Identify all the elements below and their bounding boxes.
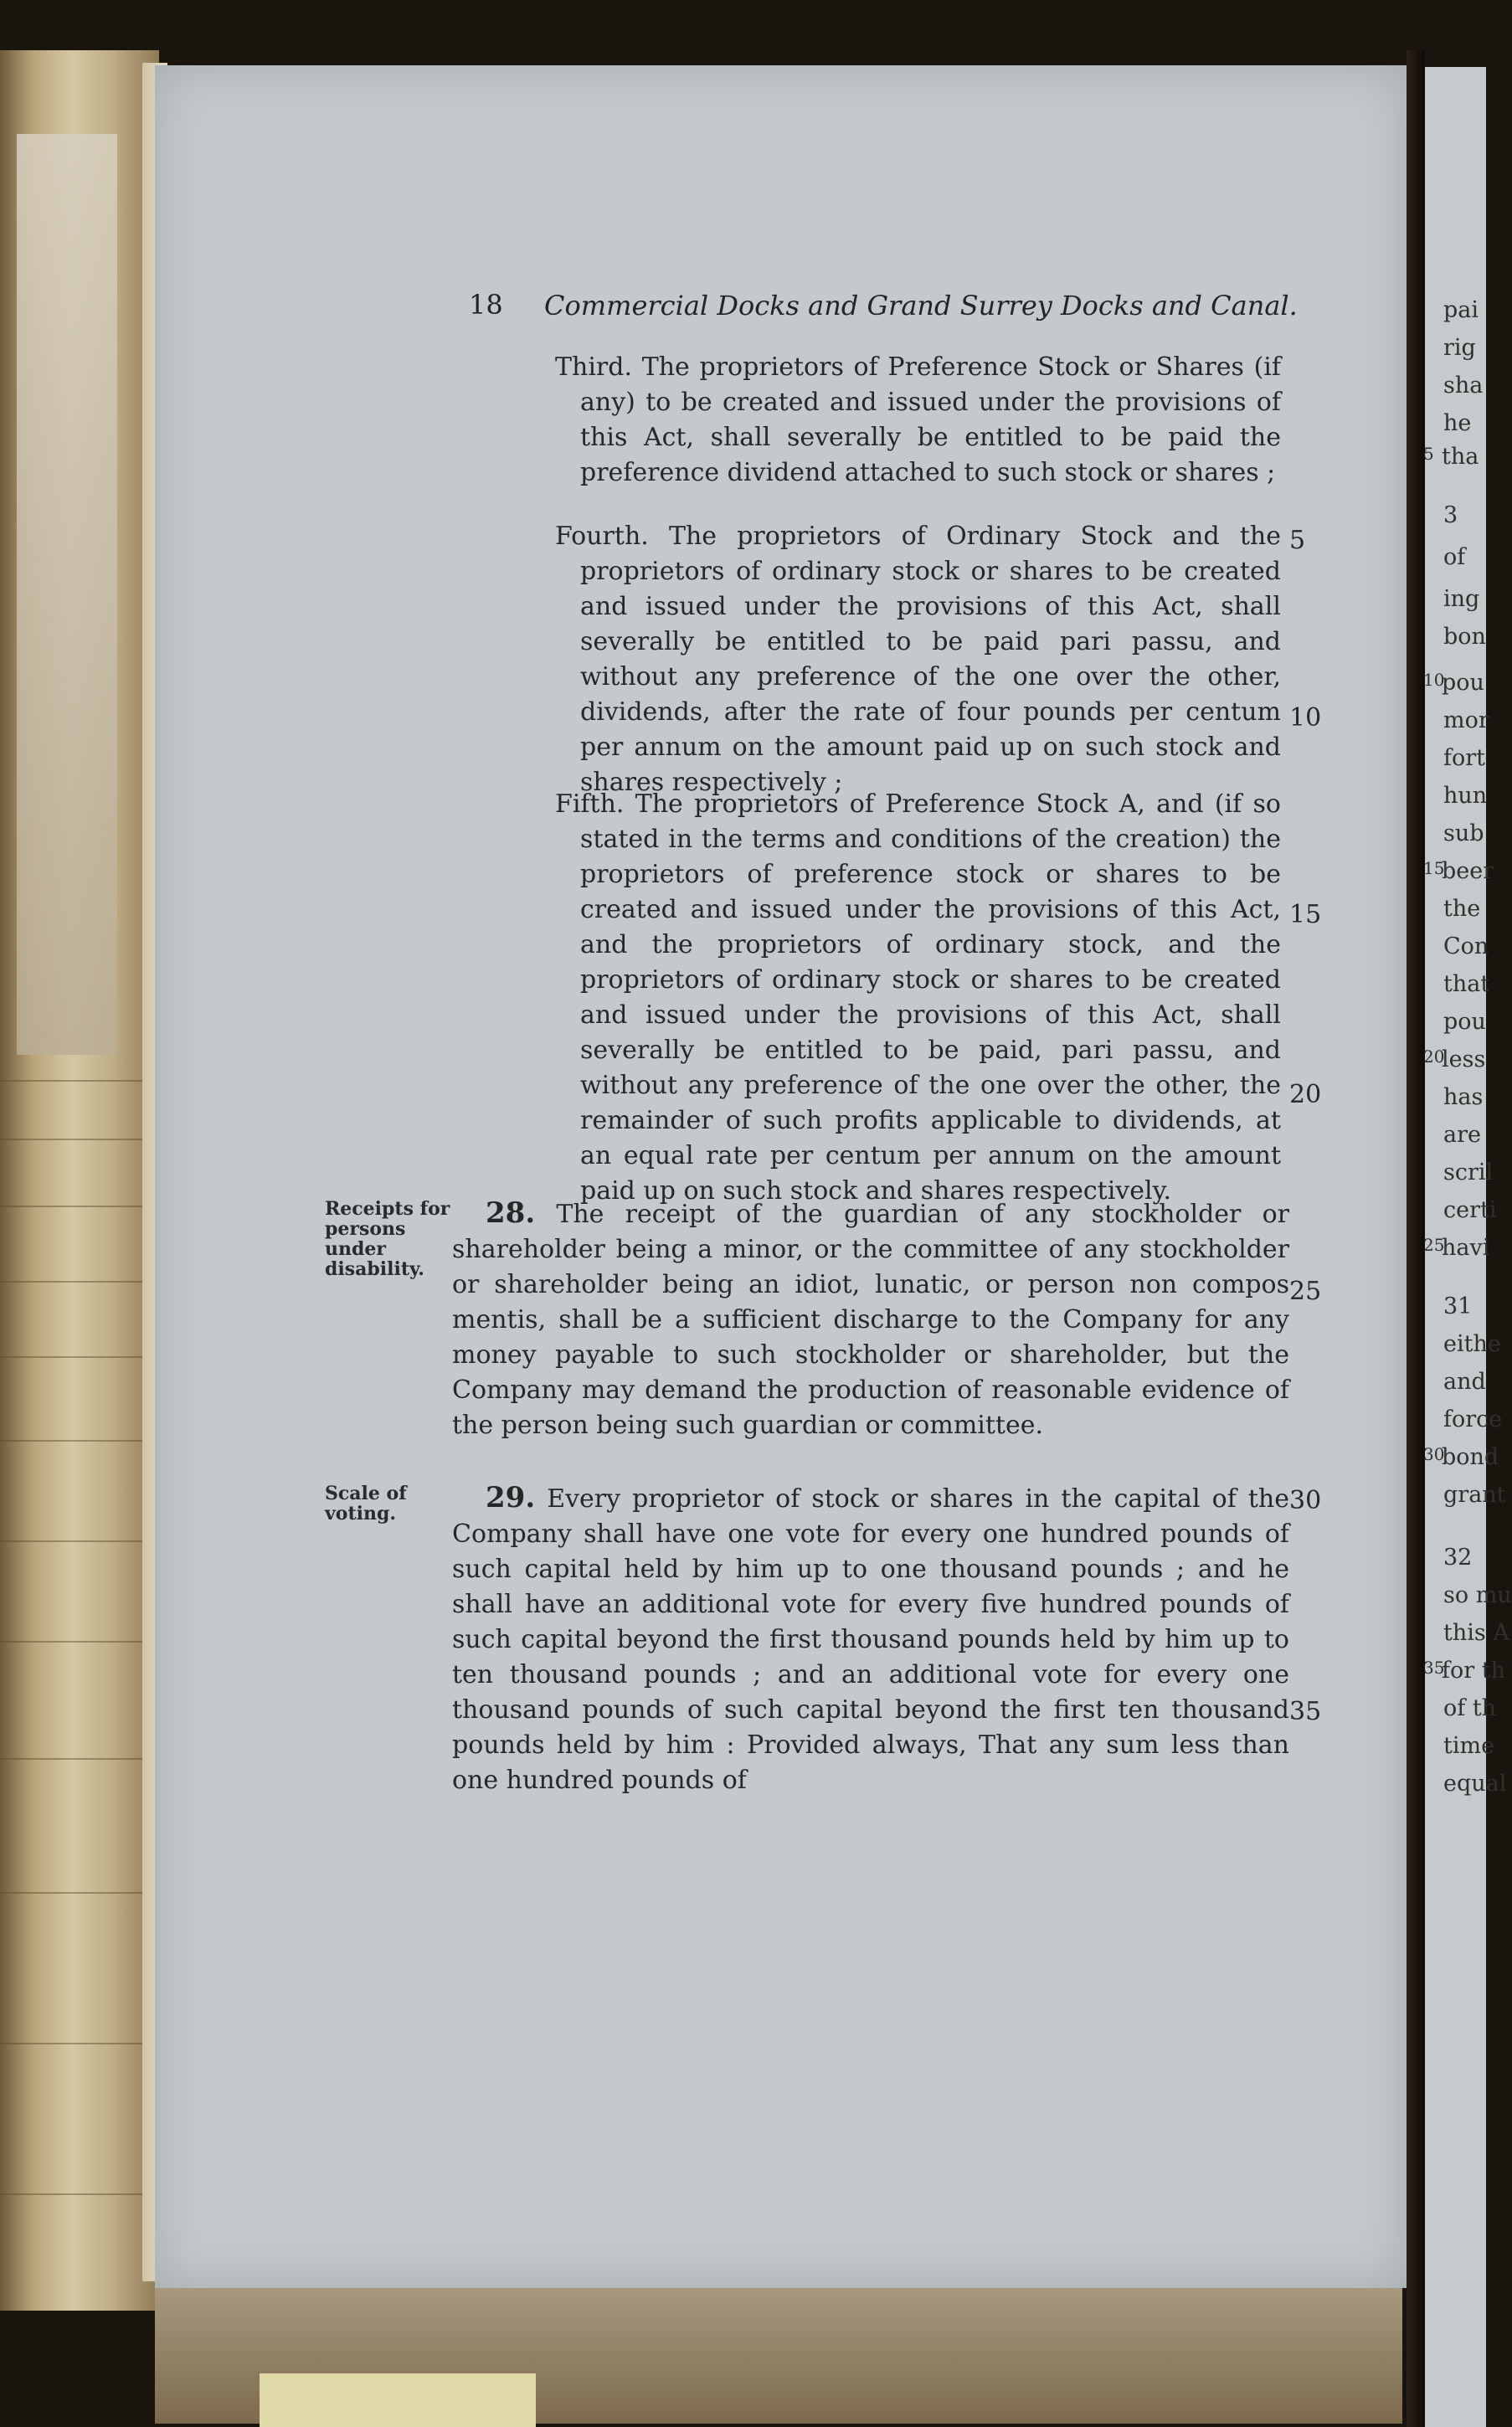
facing-word: sub <box>1443 820 1484 846</box>
facing-word: bon <box>1443 624 1486 650</box>
facing-line-number: 10 <box>1423 670 1445 690</box>
facing-word: bond <box>1442 1444 1499 1470</box>
facing-page-line <box>1423 1293 1472 1319</box>
line-number: 20 <box>1289 1080 1322 1109</box>
facing-word: beer <box>1442 858 1494 884</box>
facing-word: force <box>1443 1406 1503 1432</box>
facing-word: that <box>1443 971 1490 997</box>
running-title: Commercial Docks and Grand Surrey Docks and Canal. <box>544 290 1298 321</box>
facing-page-line <box>1423 858 1494 884</box>
facing-word: and <box>1443 1369 1486 1395</box>
book-gutter <box>1407 50 1425 2427</box>
facing-word: certi <box>1443 1197 1497 1223</box>
facing-page-line <box>1423 544 1465 570</box>
facing-word: rig <box>1443 335 1476 361</box>
facing-page-line <box>1423 624 1486 650</box>
facing-page-line <box>1423 586 1479 612</box>
facing-word: mor <box>1443 707 1489 733</box>
section-number: 29. <box>486 1481 536 1514</box>
facing-page-line <box>1423 971 1489 997</box>
side-note-29: Scale of voting. <box>325 1483 407 1525</box>
facing-line-number: 25 <box>1423 1235 1445 1255</box>
facing-page-line <box>1423 502 1458 528</box>
line-number: 5 <box>1289 526 1306 555</box>
facing-word: less <box>1442 1046 1486 1072</box>
facing-page-line <box>1423 1084 1483 1110</box>
line-number: 35 <box>1289 1697 1322 1726</box>
facing-word: pou <box>1443 1009 1486 1035</box>
line-number: 15 <box>1289 900 1322 929</box>
facing-word: sha <box>1443 373 1484 399</box>
facing-line-number: 20 <box>1423 1046 1445 1067</box>
facing-page-line <box>1423 1122 1481 1148</box>
facing-page-line <box>1423 410 1471 436</box>
facing-page-line <box>1423 444 1479 470</box>
facing-page-line <box>1423 820 1484 846</box>
facing-word: 3 <box>1443 502 1458 528</box>
facing-page-line <box>1423 933 1489 959</box>
facing-page-line <box>1423 1482 1506 1508</box>
line-number: 25 <box>1289 1277 1322 1306</box>
facing-word: eithe <box>1443 1331 1501 1357</box>
clause-fourth: Fourth. The proprietors of Ordinary Stock and the proprietors of ordinary stock or shares to be created and issued under the provisions of this Act, shall severally be entitled to be paid pari passu, and without any preference of the one over the other, dividends, after the rate of four pounds per centum per annum on the amount paid up on such stock and shares respectively ; <box>555 522 1281 797</box>
facing-page <box>1423 67 1512 2427</box>
facing-page-line <box>1423 896 1480 922</box>
facing-word: scril <box>1443 1160 1494 1185</box>
side-note-28: Receipts for persons under disability. <box>325 1198 450 1280</box>
facing-page-line <box>1423 1369 1486 1395</box>
facing-word: so mu <box>1443 1582 1512 1608</box>
facing-page-line <box>1423 1733 1494 1759</box>
facing-word: tha <box>1442 444 1479 470</box>
facing-word: ing <box>1443 586 1480 612</box>
facing-line-number: 30 <box>1423 1444 1445 1464</box>
clause-fifth: Fifth. The proprietors of Preference Stock A, and (if so stated in the terms and conditions of the creation) the proprietors of preference stock or shares to be created and issued under the provisions of this Act, and the proprietors of ordinary stock, and the proprietors of ordinary stock or shares to be created and issued under the provisions of this Act, shall severally be entitled to be paid, pari passu, and without any preference of the one over the other, the remainder of such profits applicable to dividends, at an equal rate per centum per annum on the amount paid up on such stock and shares respectively. <box>555 789 1281 1206</box>
facing-page-line <box>1423 1235 1489 1261</box>
facing-page-line <box>1423 1197 1497 1223</box>
line-number: 30 <box>1289 1486 1322 1515</box>
facing-word: grant <box>1443 1482 1506 1508</box>
facing-line-number: 35 <box>1423 1658 1445 1678</box>
facing-word: Con <box>1443 933 1489 959</box>
facing-page-line <box>1423 1046 1485 1072</box>
facing-word: 32 <box>1443 1545 1473 1571</box>
section-text: Every proprietor of stock or shares in the capital of the Company shall have one vote for every one hundred pounds of such capital held by him up to one thousand pounds ; and he shall have an additional vote for every five hundred pounds of such capital beyond the first thousand pounds held by him up to ten thousand pounds ; and an additional vote for every one thousand pounds of such capital beyond the first ten thousand pounds held by him : Provided always, That any sum less than one hundred pounds of <box>452 1484 1289 1795</box>
facing-page-line <box>1423 373 1483 399</box>
facing-word: this A <box>1443 1620 1509 1646</box>
facing-page-line <box>1423 1406 1502 1432</box>
facing-line-number: 5 <box>1423 444 1434 464</box>
facing-word: hun <box>1443 783 1488 809</box>
section-text: The receipt of the guardian of any stockholder or shareholder being a minor, or the committee of any stockholder or shareholder being an idiot, lunatic, or person non compos mentis, shall be a sufficient discharge to the Company for any money payable to such stockholder or shareholder, but the Company may demand the production of reasonable evidence of the person being such guardian or committee. <box>452 1200 1289 1440</box>
facing-word: time <box>1443 1733 1495 1759</box>
paper-slip <box>260 2373 536 2427</box>
facing-word: havi <box>1442 1235 1490 1261</box>
facing-page-line <box>1423 1620 1509 1646</box>
facing-word: has <box>1443 1084 1484 1110</box>
facing-page-line <box>1423 1444 1499 1470</box>
section-28 <box>452 1196 1289 1443</box>
facing-page-line <box>1423 1695 1496 1721</box>
section-number: 28. <box>486 1196 536 1230</box>
facing-word: pou <box>1442 670 1484 696</box>
page-number: 18 <box>469 289 503 321</box>
facing-word: are <box>1443 1122 1481 1148</box>
facing-line-number: 15 <box>1423 858 1445 878</box>
paper-tab-strip <box>17 134 117 1055</box>
facing-word: fort <box>1443 745 1486 771</box>
facing-word: 31 <box>1443 1293 1473 1319</box>
facing-page-line <box>1423 1160 1493 1185</box>
section-29 <box>452 1480 1289 1798</box>
facing-word: for th <box>1442 1658 1505 1684</box>
facing-word: of <box>1443 544 1466 570</box>
facing-page-line <box>1423 783 1487 809</box>
facing-page-line <box>1423 745 1485 771</box>
facing-page-line <box>1423 1582 1512 1608</box>
facing-page-line <box>1423 1658 1505 1684</box>
facing-page-line <box>1423 1009 1486 1035</box>
facing-page-line <box>1423 1771 1506 1797</box>
line-number: 10 <box>1289 703 1322 733</box>
facing-word: the <box>1443 896 1481 922</box>
facing-page-line <box>1423 335 1476 361</box>
facing-page-line <box>1423 707 1489 733</box>
clause-third: Third. The proprietors of Preference Stock or Shares (if any) to be created and issued under the provisions of this Act, shall severally be entitled to be paid the preference dividend attached to such stock or shares ; <box>555 352 1281 487</box>
facing-word: pai <box>1443 297 1479 323</box>
facing-word: equal <box>1443 1771 1507 1797</box>
facing-page-line <box>1423 670 1484 696</box>
facing-word: of th <box>1443 1695 1497 1721</box>
facing-word: he <box>1443 410 1472 436</box>
facing-page-line <box>1423 297 1479 323</box>
facing-page-line <box>1423 1545 1472 1571</box>
facing-page-line <box>1423 1331 1501 1357</box>
